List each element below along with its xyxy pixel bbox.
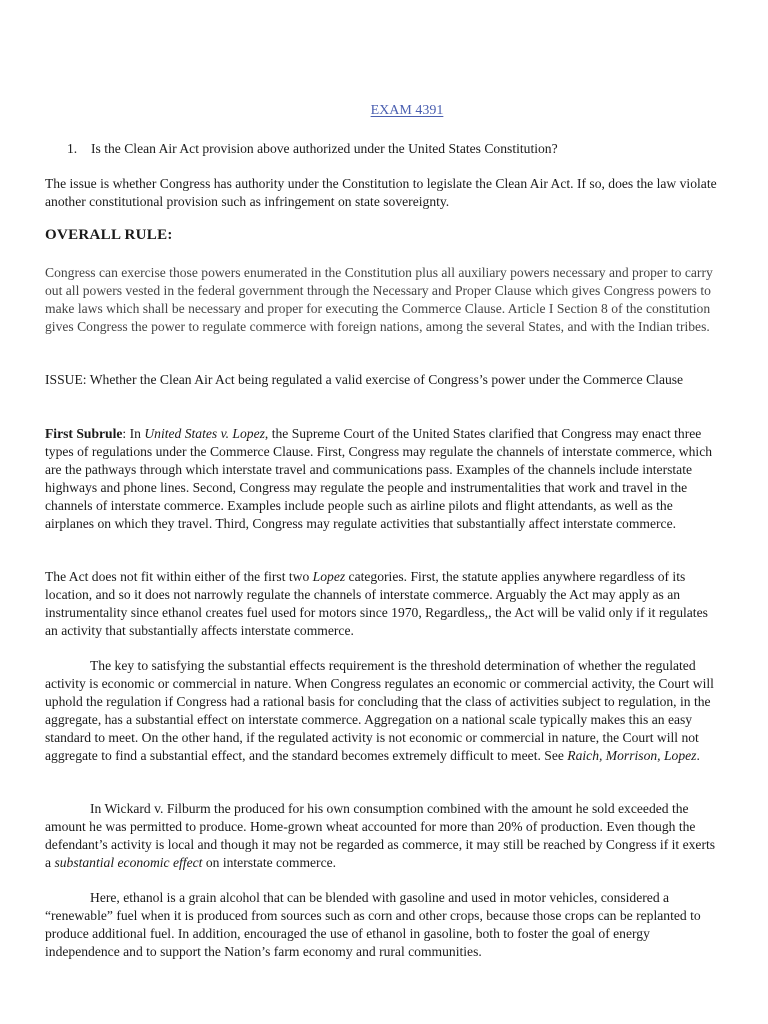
case-citations: Raich, Morrison, Lopez [567, 748, 697, 763]
case-citation-lopez-short: Lopez [312, 569, 346, 584]
first-subrule-text: , the Supreme Court of the United States clarified that Congress may enact three types of regulations under the Commerce Clause. First, Congress may regulate the channels of interstate commerce, which are the pathways through which interstate travel and communications pass. Examples of the channels include interstate highways and phone lines. Second, Congress may regulate the people and instrumentalities that work and travel in the channels of interstate commerce. Examples include people such as airline pilots and flight attendants, as well as the airplanes on which they travel. Third, Congress may regulate activities that substantially affect interstate commerce. [45, 426, 713, 531]
overall-rule-heading: OVERALL RULE: [45, 227, 173, 243]
question-number: 1. [67, 141, 78, 156]
question-text: Is the Clean Air Act provision above authorized under the United States Constitution? [91, 141, 558, 156]
ethanol-text: Here, ethanol is a grain alcohol that can be blended with gasoline and used in motor vehicles, considered a “renewable” fuel when it is produced from sources such as corn and other crops, because those crops can be replanted to produce additional fuel. In addition, encouraged the use of ethanol in gasoline, both to foster the goal of energy independence and to support the Nation’s farm economy and rural communities. [45, 890, 701, 959]
question-1 [67, 140, 558, 158]
issue-statement-paragraph: ISSUE: Whether the Clean Air Act being regulated a valid exercise of Congress’s power under the Commerce Clause [45, 372, 684, 387]
act-text-post: categories. First, the statute applies anywhere regardless of its location, and so it does not narrowly regulate the channels of interstate commerce. Arguably the Act may apply as an instrumentality since ethanol creates fuel used for motors since 1970, Regardless,, the Act will be valid only if it regulates an activity that substantially affects interstate commerce. [45, 569, 708, 638]
first-subrule-label: First Subrule [45, 426, 123, 441]
wickard-text: In Wickard v. Filburm the produced for his own consumption combined with the amount he sold exceeded the amount he was permitted to produce. Home-grown wheat accounted for more than 20% of production. Even though the defendant’s activity is local and though it may not be regarded as commerce, it may still be reached by Congress if it exerts a [45, 801, 716, 870]
exam-title: EXAM 4391 [370, 103, 444, 118]
ethanol-paragraph [45, 889, 723, 961]
issue-intro-paragraph: The issue is whether Congress has authority under the Constitution to legislate the Clean Air Act. If so, does the law violate another constitutional provision such as infringement on state sovereignty. [45, 176, 717, 209]
first-subrule-paragraph [45, 425, 723, 533]
substantial-effects-end: . [696, 748, 700, 763]
wickard-end: on interstate commerce. [202, 855, 337, 870]
substantial-effects-paragraph [45, 657, 723, 765]
first-subrule-lead: : In [122, 426, 145, 441]
wickard-paragraph [45, 800, 723, 872]
overall-rule-paragraph: Congress can exercise those powers enumerated in the Constitution plus all auxiliary powers necessary and proper to carry out all powers vested in the federal government through the Necessary and Proper Clause which gives Congress powers to make laws which shall be necessary and proper for executing the Commerce Clause. Article I Section 8 of the constitution gives Congress the power to regulate commerce with foreign nations, among the several States, and with the Indian tribes. [45, 265, 713, 334]
wickard-emphasis: substantial economic effect [54, 855, 203, 870]
case-citation-lopez: United States v. Lopez [144, 426, 265, 441]
substantial-effects-text: The key to satisfying the substantial effects requirement is the threshold determination of whether the regulated activity is economic or commercial in nature. When Congress regulates an economic or commercial activity, the Court will uphold the regulation if Congress had a rational basis for concluding that the class of activities subject to regulation, in the aggregate, has a substantial effect on interstate commerce. Aggregation on a national scale typically makes this an easy standard to meet. On the other hand, if the regulated activity is not economic or commercial in nature, the Court will not aggregate to find a substantial effect, and the standard becomes extremely difficult to meet. See [45, 658, 714, 763]
act-text-pre: The Act does not fit within either of the first two [45, 569, 313, 584]
act-analysis-paragraph [45, 568, 723, 640]
